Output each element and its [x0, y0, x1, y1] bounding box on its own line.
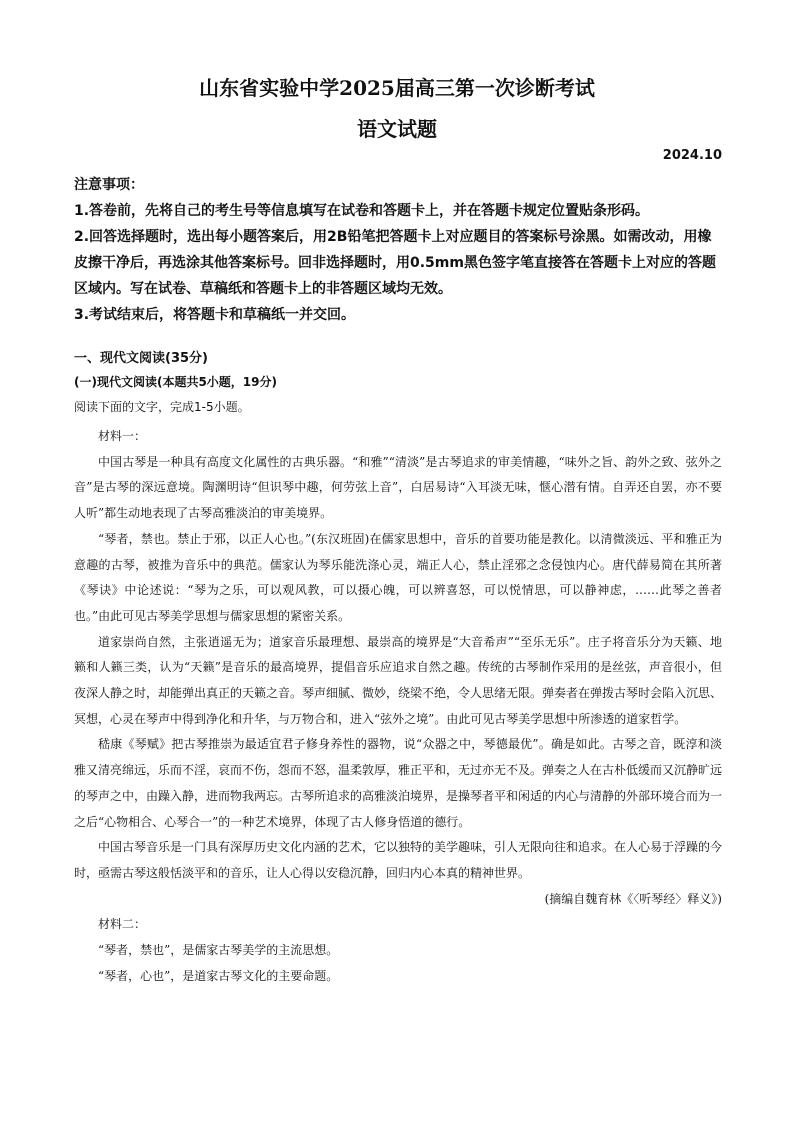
material-label: 材料二：: [98, 917, 147, 932]
passage-line: “琴者，心也”，是道家古琴文化的主要命题。: [98, 968, 339, 983]
passage-paragraph: “琴者，禁也。禁止于邪，以正人心也。”(东汉班固)在儒家思想中，音乐的首要功能是教化。以清微淡远、平和雅正为意趣的古琴，被推为音乐中的典范。儒家认为琴乐能洗涤心灵，端正人心，禁止淫邪之念侵蚀内心。唐代薛易简在其所著《琴诀》中论述说：“琴为之乐，可以观风教，可以摄心魄，可以辨喜怒，可以悦情思，可以静神虑，……此琴之善者也。”由此可见古琴美学思想与儒家思想的紧密关系。: [74, 531, 722, 623]
passage-source: (摘编自魏育林《〈听琴经〉释义》): [544, 891, 722, 906]
material-label: 材料一：: [98, 429, 147, 443]
reading-instruction: 阅读下面的文字，完成1-5小题。: [74, 400, 250, 414]
exam-title: 山东省实验中学2025届高三第一次诊断考试: [199, 76, 595, 100]
passage-paragraph: 道家崇尚自然，主张逍遥无为；道家音乐最理想、最崇高的境界是“大音希声”“至乐无乐”。庄子将音乐分为天籁、地籁和人籁三类，认为“天籁”是音乐的最高境界，提倡音乐应追求自然之趣。传统的古琴制作采用的是丝弦，声音很小，但夜深人静之时，却能弹出真正的天籁之音。琴声细腻、微妙，绕梁不绝，令人思绪无限。弹奏者在弹拨古琴时会陷入沉思、冥想，心灵在琴声中得到净化和升华，与万物合和，进入“弦外之境”。由此可见古琴美学思想中所渗透的道家哲学。: [74, 634, 723, 726]
notice-item: 2.回答选择题时，选出每小题答案后，用2B铅笔把答题卡上对应题目的答案标号涂黑。如需改动，用橡皮擦干净后，再选涂其他答案标号。回非选择题时，用0.5mm黑色签字笔直接答在答题卡上对应的答题区域内。写在试卷、草稿纸和答题卡上的非答题区域均无效。: [74, 229, 716, 297]
passage-line: “琴者，禁也”，是儒家古琴美学的主流思想。: [98, 943, 339, 958]
passage-paragraph: 中国古琴是一种具有高度文化属性的古典乐器。“和雅”“清淡”是古琴追求的审美情趣，“味外之旨、韵外之致、弦外之音”是古琴的深远意境。陶渊明诗“但识琴中趣，何劳弦上音”，白居易诗“入耳淡无味，惬心潜有情。自弄还自罢，亦不要人听”都生动地表现了古琴高雅淡泊的审美境界。: [74, 454, 722, 521]
subsection-heading: (一)现代文阅读(本题共5小题，19分): [74, 375, 277, 389]
notice-item: 3.考试结束后，将答题卡和草稿纸一并交回。: [74, 307, 356, 323]
exam-date: 2024.10: [662, 148, 722, 163]
passage-paragraph: 嵇康《琴赋》把古琴推崇为最适宜君子修身养性的器物，说“众器之中，琴德最优”。确是如此。古琴之音，既淳和淡雅又清亮绵远，乐而不淫，哀而不伤，怨而不怒，温柔敦厚，雅正平和，无过亦无不及。弹奏之人在古朴低缓而又沉静旷远的琴声之中，由躁入静，进而物我两忘。古琴所追求的高雅淡泊境界，是操琴者平和闲适的内心与清静的外部环境合而为一之后“心物相合、心琴合一”的一种艺术境界，体现了古人修身悟道的德行。: [74, 737, 723, 829]
section-heading: 一、现代文阅读(35分): [74, 351, 208, 366]
notice-item: 1.答卷前，先将自己的考生号等信息填写在试卷和答题卡上，并在答题卡规定位置贴条形码。: [74, 203, 650, 219]
exam-subtitle: 语文试题: [357, 117, 437, 141]
passage-paragraph: 中国古琴音乐是一门具有深厚历史文化内涵的艺术，它以独特的美学趣味，引人无限向往和追求。在人心易于浮躁的今时，亟需古琴这般恬淡平和的音乐，让人心得以安稳沉静，回归内心本真的精神世界。: [74, 840, 723, 880]
reading-passage: [74, 424, 722, 989]
notice-block: [74, 172, 724, 328]
notice-heading: 注意事项：: [74, 177, 144, 193]
